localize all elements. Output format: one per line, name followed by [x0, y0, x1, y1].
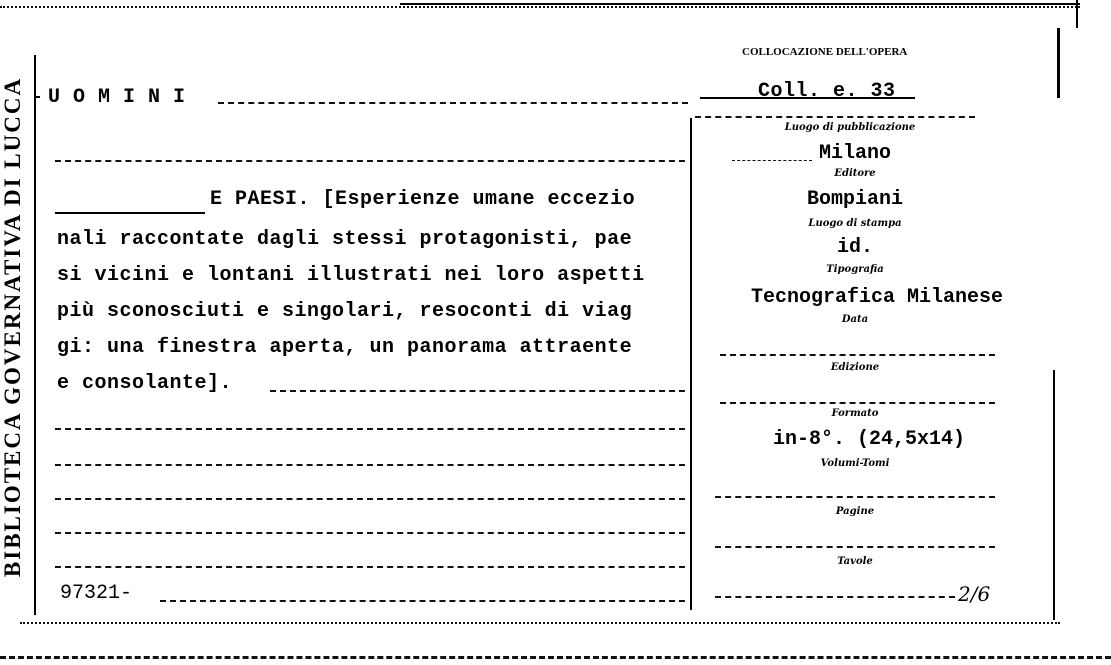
handwritten-note: 2/6 [958, 582, 991, 606]
printer-value: Tecnografica Milanese [750, 286, 1004, 309]
publisher-label: Editore [834, 168, 876, 179]
blank-rule-1 [55, 160, 685, 162]
print-place-label: Luogo di stampa [808, 218, 902, 229]
title-line-4: più sconosciuti e singolari, resoconti di viag [57, 300, 633, 323]
title-line-3: si vicini e lontani illustrati nei loro aspetti [57, 264, 645, 287]
right-border-lower [1053, 370, 1055, 620]
edition-label: Edizione [830, 362, 880, 373]
publisher-value: Bompiani [806, 188, 903, 211]
pages-rule [715, 546, 995, 548]
format-label: Formato [831, 408, 879, 419]
blank-rule-5 [55, 498, 685, 500]
right-border [1057, 28, 1060, 98]
title-line-1: E PAESI. [Esperienze umane eccezio [210, 188, 636, 211]
blank-rule-3 [55, 428, 685, 430]
place-value: Milano [818, 142, 891, 165]
bottom-edge-line [0, 656, 1111, 659]
inventory-rule [160, 600, 685, 602]
printer-label: Tipografia [826, 264, 884, 275]
blank-rule-2 [270, 390, 685, 392]
library-stamp: BIBLIOTECA GOVERNATIVA DI LUCCA [0, 76, 25, 578]
pages-label: Pagine [835, 506, 875, 517]
title-line-6: e consolante]. [57, 372, 233, 395]
top-right-edge [400, 3, 1080, 5]
title-line-5: gi: una finestra aperta, un panorama attraente [57, 336, 633, 359]
format-value: in-8°. (24,5x14) [772, 428, 966, 451]
volumes-rule [715, 496, 995, 498]
edition-rule [720, 402, 995, 404]
volumes-label: Volumi-Tomi [820, 458, 890, 469]
blank-rule-6 [55, 532, 685, 534]
title-indent-rule [55, 212, 205, 214]
place-label: Luogo di pubblicazione [784, 122, 916, 133]
blank-rule-7 [55, 566, 685, 568]
blank-rule-4 [55, 464, 685, 466]
place-rule [732, 160, 812, 161]
bottom-border-line [20, 622, 1060, 624]
main-entry-rule [218, 102, 688, 104]
right-edge-line [1076, 0, 1078, 28]
date-rule [720, 354, 995, 356]
print-place-value: id. [836, 236, 873, 259]
date-label: Data [841, 314, 869, 325]
location-heading: COLLOCAZIONE DELL'OPERA [742, 46, 908, 58]
left-margin-cut [34, 96, 40, 98]
top-border-line [0, 6, 1080, 8]
shelfmark: Coll. e. 33 [758, 80, 896, 103]
plates-rule [715, 596, 955, 598]
title-line-2: nali raccontate dagli stessi protagonisti, pae [57, 228, 633, 251]
column-divider [690, 118, 692, 610]
plates-label: Tavole [837, 556, 873, 567]
right-panel-top-rule [695, 116, 975, 118]
left-margin-line [34, 55, 36, 615]
inventory-number: 97321- [60, 582, 133, 605]
main-entry: UOMINI [48, 86, 199, 109]
